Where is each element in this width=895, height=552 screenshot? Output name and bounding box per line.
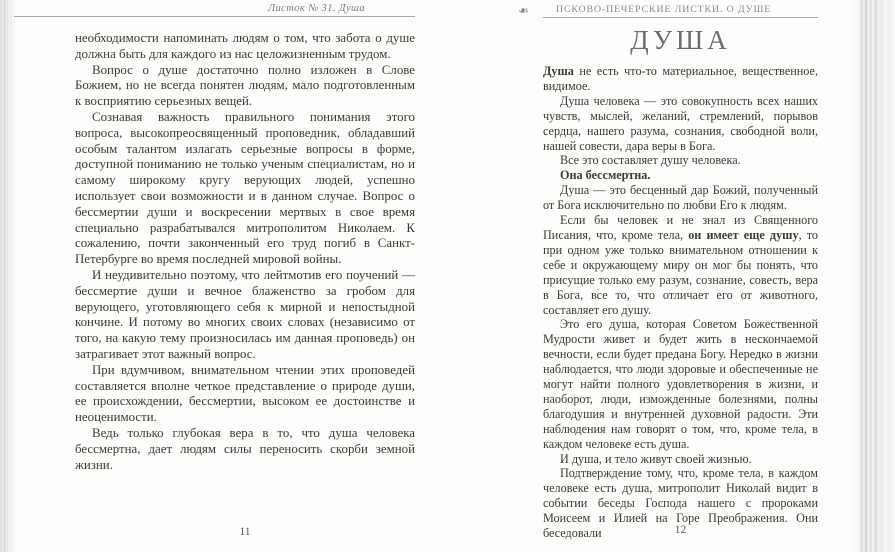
paragraph: Сознавая важность правильного понимания этого вопроса, высокопреосвященный проповедник, обладавший особым талантом излагать серьезные вопросы в форме, доступной пониманию не только ученым специалистам, но и самому широкому кругу верующих людей, успешно использует свои возможности и в данном случае. Вопрос о бессмертии души и воскресении мертвых в свое время специально разрабатывался митрополитом Николаем. К сожалению, почти законченный его труд погиб в Санкт-Петербурге во время последней мировой войны. [75,109,415,267]
paragraph: необходимости напоминать людям о том, что забота о душе должна быть для каждого из нас целожизненным трудом. [75,31,415,61]
running-head-left: Листок № 31. Душа [268,3,365,14]
right-page-body [543,64,818,541]
running-head-rule-left [14,16,415,17]
paragraph: И душа, и тело живут своей жизнью. [560,451,752,466]
fleuron-icon: ❧ [518,4,529,19]
paragraph: Вопрос о душе достаточно полно изложен в Слове Божием, но не всегда понятен людям, мало подготовленным к восприятию серьезных вещей. [75,62,415,109]
paragraph: И неудивительно поэтому, что лейтмотив его поучений — бессмертие души и вечное блаженство за гробом для верующего, уготовляющего себя к мирной и непостыдной кончине. И потому во многих своих словах (независимо от того, на какую тему произносилась им данная проповедь) он затрагивает этот важный вопрос. [75,267,415,361]
paragraph: Подтверждение тому, что, кроме тела, в каждом человеке есть душа, митрополит Николай видит в событии беседы Господа нашего с пророками Моисеем и Илией на Горе Преображения. Они беседовали [543,466,818,541]
page-title: ДУША [630,25,731,55]
running-head-right: ПСКОВО-ПЕЧЕРСКИЕ ЛИСТКИ. О ДУШЕ [556,4,772,15]
paragraph: Это его душа, которая Советом Божественной Мудрости живет и будет жить в нескончаемой вечности, если будет предана Богу. Нередко в жизни наблюдается, что люди здоровые и обеспеченные не могут найти полного удовлетворения в жизни, и наоборот, люди, изможденные болезнями, полны благодушия и внутренней духовной радости. Эти наблюдения нам говорят о том, что, кроме тела, в каждом человеке есть душа. [543,317,818,451]
page-edge-stack-left [0,0,17,552]
page-number-right: 12 [674,524,687,536]
page-edge-stack-right [852,0,895,552]
paragraph: Душа человека — это совокупность всех наших чувств, мыслей, желаний, стремлений, порывов сердца, нашего разума, сознания, свободной воли, нашей совести, дара веры в Бога. [543,93,818,153]
page-number-left: 11 [239,526,251,538]
paragraph: При вдумчивом, внимательном чтении этих проповедей составляется вполне четкое представление о природе души, ее происхождении, бессмертии, высоком ее достоинстве и неоценимости. [75,362,415,425]
paragraph: Душа — это бесценный дар Божий, полученный от Бога исключительно по любви Его к людям. [543,183,818,213]
running-head-rule-right [543,17,818,18]
paragraph: Если бы человек и не знал из Священного Писания, что, кроме тела, он имеет еще душу, то при одном уже только внимательном отношении к себе и окружающему миру он мог бы понять, что присущие только ему разум, сознание, совесть, вера в Бога, все то, что отличает его от животного, составляет его душу. [543,213,819,317]
paragraph: Все это составляет душу человека. [560,153,741,168]
paragraph: Ведь только глубокая вера в то, что душа человека бессмертна, дает людям силы переносить скорби земной жизни. [75,425,415,472]
paragraph: Душа не есть что-то материальное, вещественное, видимое. [543,64,818,93]
paragraph: Она бессмертна. [560,168,651,183]
left-page-body [75,31,415,473]
